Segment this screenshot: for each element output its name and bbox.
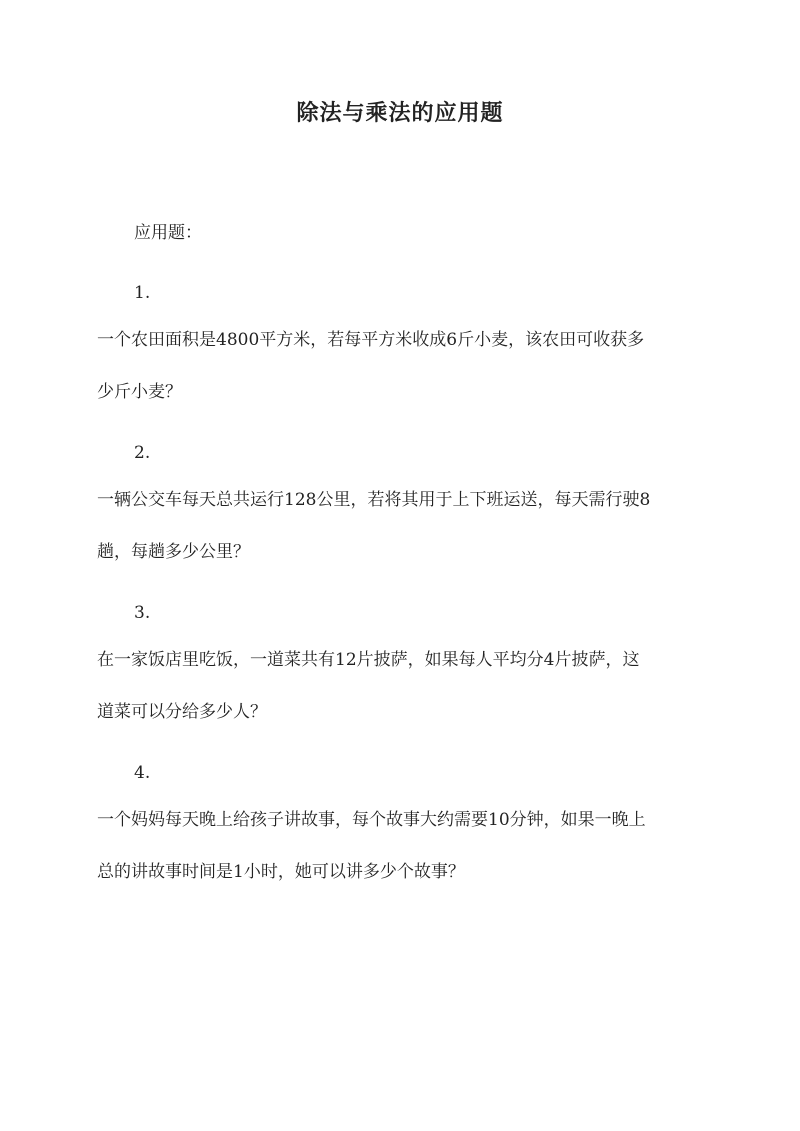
question-2-text	[97, 474, 707, 578]
question-1-line-1: 一个农田面积是4800平方米，若每平方米收成6斤小麦，该农田可收获多	[97, 330, 645, 350]
section-label: 应用题：	[134, 223, 202, 243]
question-4-line-1: 一个妈妈每天晚上给孩子讲故事，每个故事大约需要10分钟，如果一晚上	[97, 810, 646, 830]
question-3-number: 3.	[134, 603, 151, 623]
question-1-number: 1.	[134, 283, 151, 303]
page-title: 除法与乘法的应用题	[296, 100, 504, 126]
question-2-number: 2.	[134, 443, 151, 463]
question-2-line-1: 一辆公交车每天总共运行128公里，若将其用于上下班运送，每天需行驶8	[97, 490, 651, 510]
question-3-line-1: 在一家饭店里吃饭，一道菜共有12片披萨，如果每人平均分4片披萨，这	[97, 650, 640, 670]
question-4-text	[97, 794, 707, 898]
question-3-line-2: 道菜可以分给多少人？	[97, 702, 267, 722]
question-3-text	[97, 634, 707, 738]
question-4-number: 4.	[134, 763, 151, 783]
question-1-line-2: 少斤小麦？	[97, 382, 182, 402]
question-2-line-2: 趟，每趟多少公里？	[97, 542, 250, 562]
question-4-line-2: 总的讲故事时间是1小时，她可以讲多少个故事？	[97, 862, 465, 882]
question-1-text	[97, 314, 707, 418]
